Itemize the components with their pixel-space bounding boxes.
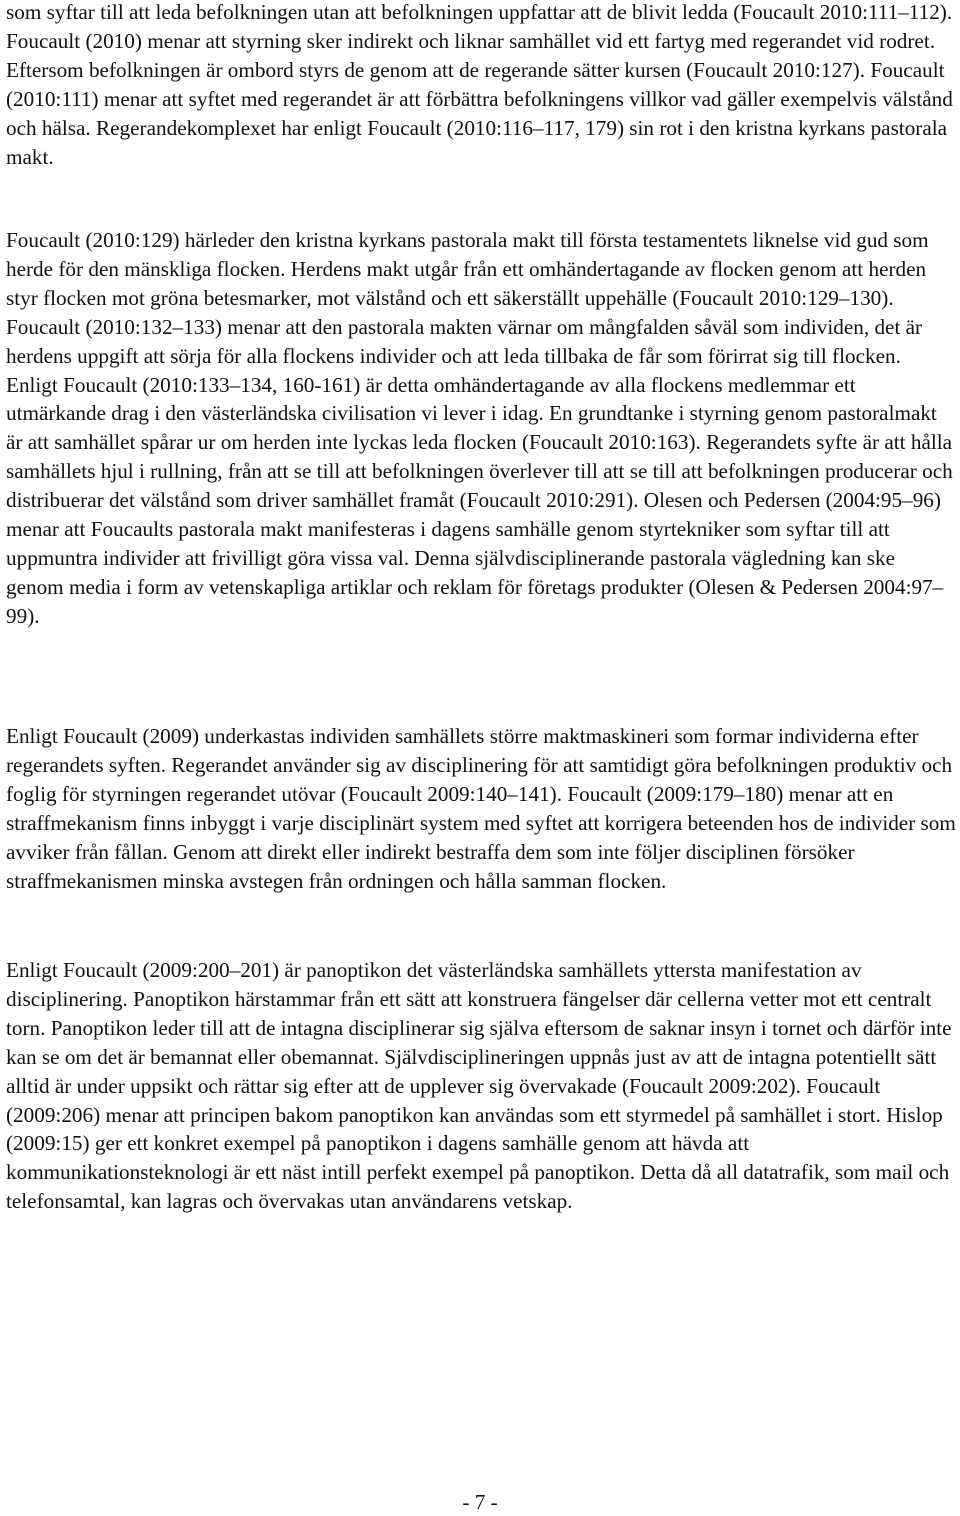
body-paragraph-4: Enligt Foucault (2009:200–201) är panoptikon det västerländska samhällets yttersta manifestation av disciplinering. Panoptikon härstammar från ett sätt att konstruera fängelser där cellerna vetter mot ett centralt torn. Panoptikon leder till att de intagna disciplinerar sig själva eftersom de saknar insyn i tornet och därför inte kan se om det är bemannat eller obemannat. Självdisciplineringen uppnås just av att de intagna potentiellt sätt alltid är under uppsikt och rättar sig efter att de upplever sig övervakade (Foucault 2009:202). Foucault (2009:206) menar att principen bakom panoptikon kan användas som ett styrmedel på samhället i stort. Hislop (2009:15) ger ett konkret exempel på panoptikon i dagens samhälle genom att hävda att kommunikationsteknologi är ett näst intill perfekt exempel på panoptikon. Detta då all datatrafik, som mail och telefonsamtal, kan lagras och övervakas utan användarens vetskap. bbox=[6, 958, 952, 1214]
body-paragraph-3: Enligt Foucault (2009) underkastas individen samhällets större maktmaskineri som formar individerna efter regerandets syften. Regerandet använder sig av disciplinering för att samtidigt göra befolkningen produktiv och foglig för styrningen regerandet utövar (Foucault 2009:140–141). Foucault (2009:179–180) menar att en straffmekanism finns inbyggt i varje disciplinärt system med syftet att korrigera beteenden hos de individer som avviker från fållan. Genom att direkt eller indirekt bestraffa dem som inte följer disciplinen försöker straffmekanismen minska avstegen från ordningen och hålla samman flocken. bbox=[6, 724, 956, 893]
body-paragraph-1: som syftar till att leda befolkningen utan att befolkningen uppfattar att de blivit ledda (Foucault 2010:111–112). Foucault (2010) menar att styrning sker indirekt och liknar samhället vid ett fartyg med regerandet vid rodret. Eftersom befolkningen är ombord styrs de genom att de regerande sätter kursen (Foucault 2010:127). Foucault (2010:111) menar att syftet med regerandet är att förbättra befolkningens villkor vad gäller exempelvis välstånd och hälsa. Regerandekomplexet har enligt Foucault (2010:116–117, 179) sin rot i den kristna kyrkans pastorala makt. bbox=[6, 0, 953, 169]
body-paragraph-2: Foucault (2010:129) härleder den kristna kyrkans pastorala makt till första testamentets liknelse vid gud som herde för den mänskliga flocken. Herdens makt utgår från ett omhändertagande av flocken genom att herden styr flocken mot gröna betesmarker, mot välstånd och ett säkerställt uppehälle (Foucault 2010:129–130). Foucault (2010:132–133) menar att den pastorala makten värnar om mångfalden såväl som individen, det är herdens uppgift att sörja för alla flockens individer och att leda tillbaka de får som förirrat sig till flocken. Enligt Foucault (2010:133–134, 160-161) är detta omhändertagande av alla flockens medlemmar ett utmärkande drag i den västerländska civilisation vi lever i idag. En grundtanke i styrning genom pastoralmakt är att samhället spårar ur om herden inte lyckas leda flocken (Foucault 2010:163). Regerandets syfte är att hålla samhällets hjul i rullning, från att se till att befolkningen överlever till att se till att befolkningen producerar och distribuerar det välstånd som driver samhället framåt (Foucault 2010:291). Olesen och Pedersen (2004:95–96) menar att Foucaults pastorala makt manifesteras i dagens samhälle genom styrtekniker som syftar till att uppmuntra individer att frivilligt göra vissa val. Denna självdisciplinerande pastorala vägledning kan ske genom media i form av vetenskapliga artiklar och reklam för företags produkter (Olesen & Pedersen 2004:97–99). bbox=[6, 228, 953, 628]
page-number: - 7 - bbox=[462, 1490, 498, 1514]
